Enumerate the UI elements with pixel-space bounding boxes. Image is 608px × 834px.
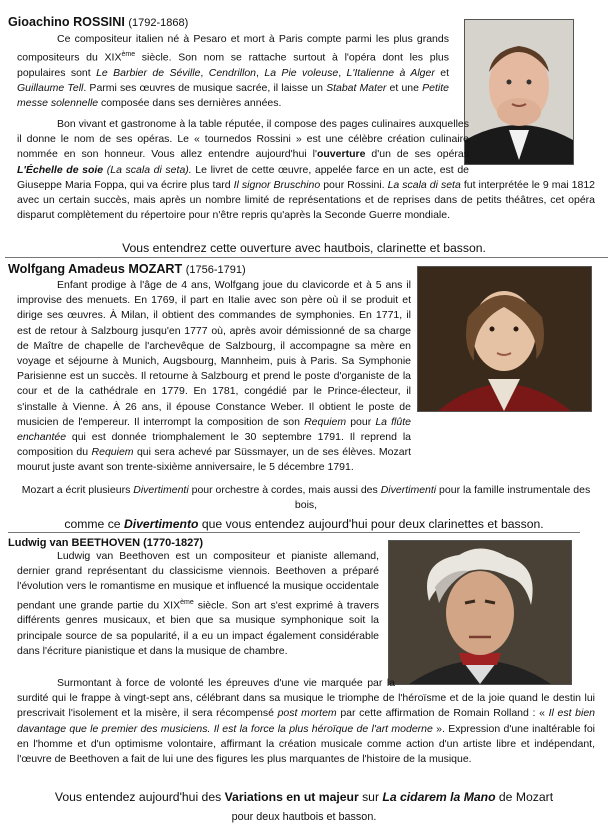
rossini-bio-2 <box>17 117 595 223</box>
mozart-name: Wolfgang Amadeus MOZART <box>8 262 183 276</box>
mozart-paragraph-1: Enfant prodige à l'âge de 4 ans, Wolfgang joue du clavicorde et à 5 ans il improvise des menuets. En 1769, il part en Italie avec son père où il se produit et dirige ses œuvres. À Milan, il obtient des commandes de symphonies. En 1771, il est de retour à Salzbourg jusqu'en 1777 où, après avoir démissionné de sa charge de Maître de chapelle de l'archevêque de Salzbourg, il accompagne sa mère en voyage et séjourne à Munich, Augsbourg, Mannheim, puis à Paris. Sa Symphonie Parisienne est un succès. Il retourne à Salzbourg et prend le poste d'organiste de la cour et de la cathédrale en 1779. En 1781, congédié par le Prince-électeur, il s'installe à Vienne. À 26 ans, il épouse Constance Weber. Il obtient le poste de musicien de l'empereur. Il interrompt la composition de son Requiem pour La flûte enchantée qui est donnée triomphalement le 30 septembre 1791. Il reprend la composition du Requiem qui sera achevé par Süssmayer, un de ses élèves. Mozart mourut juste avant son trente-sixième anniversaire, le 5 décembre 1791. <box>17 279 411 474</box>
mozart-bio-2 <box>17 483 595 513</box>
beethoven-bio-2 <box>17 676 595 767</box>
beethoven-closing-2: pour deux hautbois et basson. <box>231 811 377 823</box>
rossini-closing: Vous entendrez cette ouverture avec hautbois, clarinette et basson. <box>122 241 486 255</box>
divider-2 <box>8 532 580 533</box>
rossini-heading <box>8 15 188 31</box>
mozart-bio <box>17 278 411 476</box>
divider-1 <box>5 257 608 258</box>
beethoven-portrait <box>388 540 572 685</box>
rossini-bio <box>17 32 449 112</box>
rossini-name: Gioachino ROSSINI <box>8 15 125 29</box>
rossini-paragraph-1: Ce compositeur italien né à Pesaro et mort à Paris compte parmi les plus grands compositeurs du XIXème siècle. Son nom se rattache surtout à l'opéra dont les plus populaires sont Le Barbier de Séville, Cendrillon, La Pie voleuse, L'Italienne à Alger et Guillaume Tell. Parmi ses œuvres de musique sacrée, il laisse un Stabat Mater et une Petite messe solennelle composée dans ses dernières années. <box>17 33 449 110</box>
mozart-closing: comme ce Divertimento que vous entendez aujourd'hui pour deux clarinettes et basson. <box>64 517 544 531</box>
beethoven-paragraph-1: Ludwig van Beethoven est un compositeur et pianiste allemand, dernier grand représentant du classicisme viennois. Beethoven a préparé l'évolution vers le romantisme en musique et influencé la musique occidentale pendant une grande partie du XIXème siècle. Son art s'est exprimé à travers différents genres musicaux, et bien que sa musique symphonique soit la principale source de sa popularité, il a eu un impact également considérable dans l'écriture pianistique et dans la musique de chambre. <box>17 550 380 657</box>
beethoven-bio <box>17 549 379 659</box>
beethoven-closing: Vous entendez aujourd'hui des Variations en ut majeur sur La cidarem la Mano de Mozart <box>54 790 554 804</box>
beethoven-paragraph-2: Surmontant à force de volonté les épreuves d'une vie marquée par la surdité qui le frappe à vingt-sept ans, célébrant dans sa musique le triomphe de l'héroïsme et de la joie quand le destin lui prescrivait l'isolement et la misère, il sera récompensé post mortem par cette affirmation de Romain Rolland : « Il est bien davantage que le premier des musiciens. Il est la force la plus héroïque de l'art moderne ». Expression d'une inaltérable foi en l'homme et d'un optimisme volontaire, affirmant la création musicale comme action d'un artiste libre et indépendant, l'œuvre de Beethoven a fait de lui une des figures les plus marquantes de l'histoire de la musique. <box>17 677 596 766</box>
mozart-paragraph-2: Mozart a écrit plusieurs Divertimenti pour orchestre à cordes, mais aussi des Divertimenti pour la famille instrumentale des bois, <box>21 484 591 512</box>
mozart-heading <box>8 262 246 278</box>
rossini-dates: (1792-1868) <box>128 17 189 29</box>
beethoven-heading: Ludwig van BEETHOVEN (1770-1827) <box>8 537 203 549</box>
mozart-dates: (1756-1791) <box>185 264 246 276</box>
mozart-portrait <box>417 266 592 412</box>
rossini-paragraph-2: Bon vivant et gastronome à la table réputée, il compose des pages culinaires auxquelles il donne le nom de ses opéras. Le « tournedos Rossini » est une célèbre création culinaire nommée en son honneur. Vous allez entendre aujourd'hui l'ouverture d'un de ses opéras L'Échelle de soie (La scala di seta). Le livret de cette œuvre, appelée farce en un acte, est de Giuseppe Maria Foppa, qui va écrire plus tard Il signor Bruschino pour Rossini. La scala di seta fut interprétée le 9 mai 1812 avec un certain succès, mais après un nombre limité de représentations et de reprises dans de petits théâtres, cet opéra disparut complètement du répertoire pour n'être repris qu'après la Seconde Guerre mondiale. <box>17 118 595 222</box>
